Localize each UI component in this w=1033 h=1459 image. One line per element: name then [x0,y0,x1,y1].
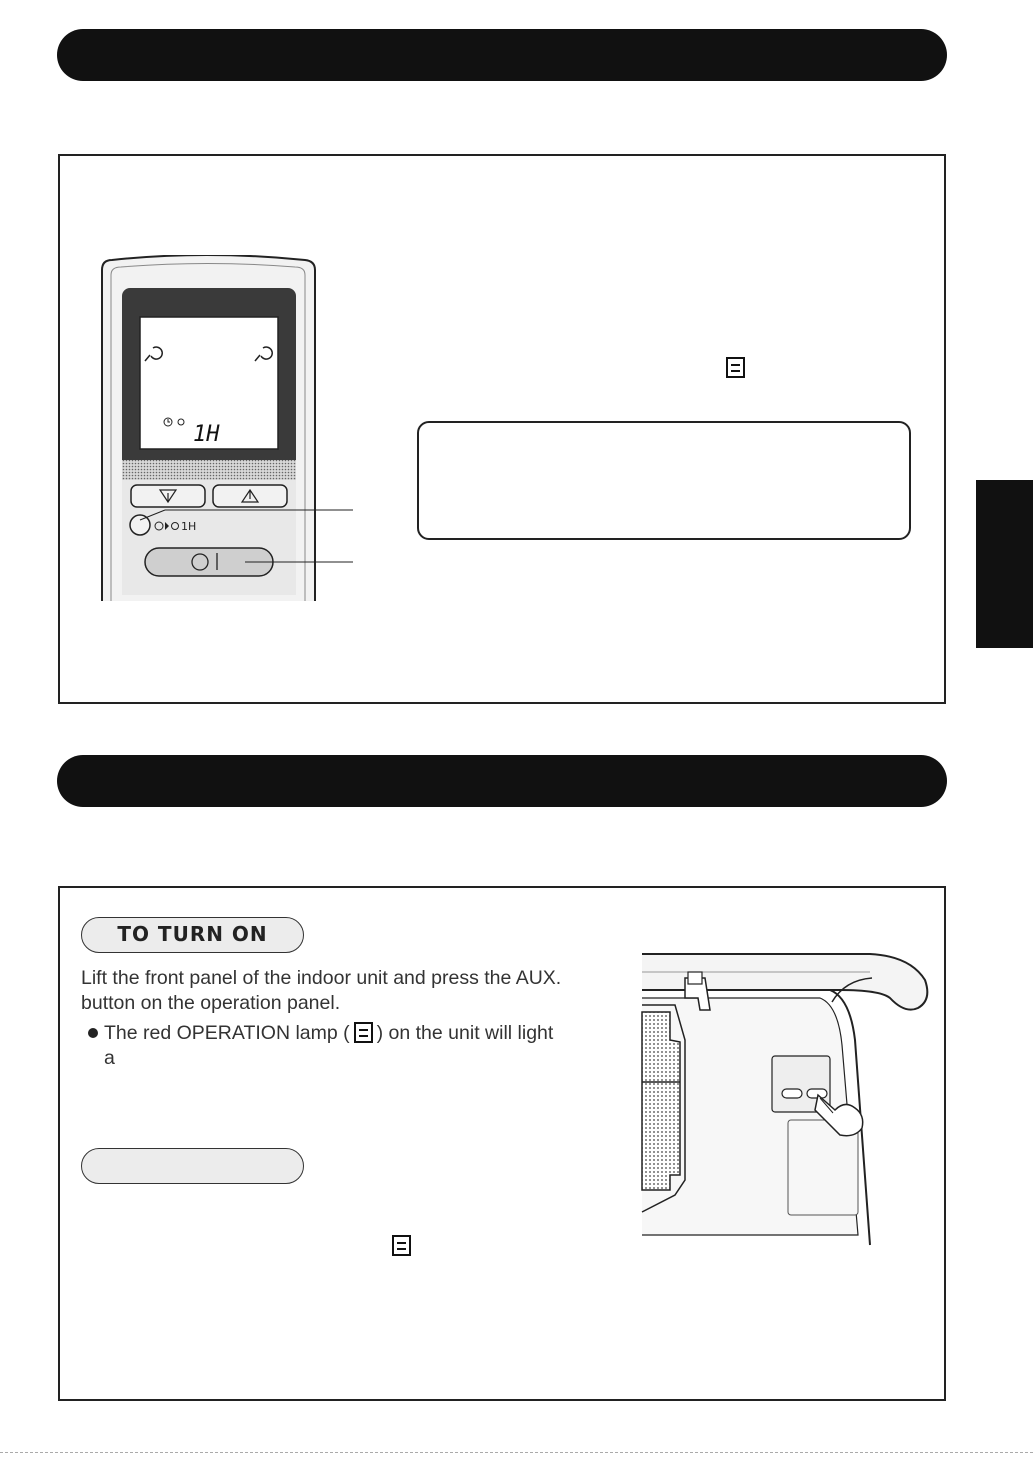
note-callout-box [417,421,911,540]
turn-on-bullet-before: The red OPERATION lamp ( [104,1022,350,1044]
indoor-unit-illustration [640,950,932,1250]
turn-on-heading: TO TURN ON [81,917,304,953]
operation-lamp-icon [354,1022,373,1043]
side-index-tab [976,480,1033,648]
section-2-title-bar [57,755,947,807]
turn-on-bullet-after: ) on the unit will light [376,1022,554,1044]
timer-button-label: 1H [181,520,197,533]
remote-display-timer: 1H [193,422,220,447]
turn-on-line-1: Lift the front panel of the indoor unit and press the AUX. [81,967,562,989]
operation-lamp-icon [392,1235,411,1256]
turn-on-bullet [104,1020,553,1046]
page-bottom-rule [0,1452,1033,1453]
operation-lamp-icon [726,357,745,378]
turn-on-bullet-cont: a [104,1047,115,1069]
timer-button[interactable] [130,515,150,535]
section-1-title-bar [57,29,947,81]
remote-control-illustration [95,255,365,605]
turn-on-line-2: button on the operation panel. [81,992,341,1014]
bullet-dot [88,1028,98,1038]
turn-off-heading [81,1148,304,1184]
aux-button[interactable] [782,1089,802,1098]
